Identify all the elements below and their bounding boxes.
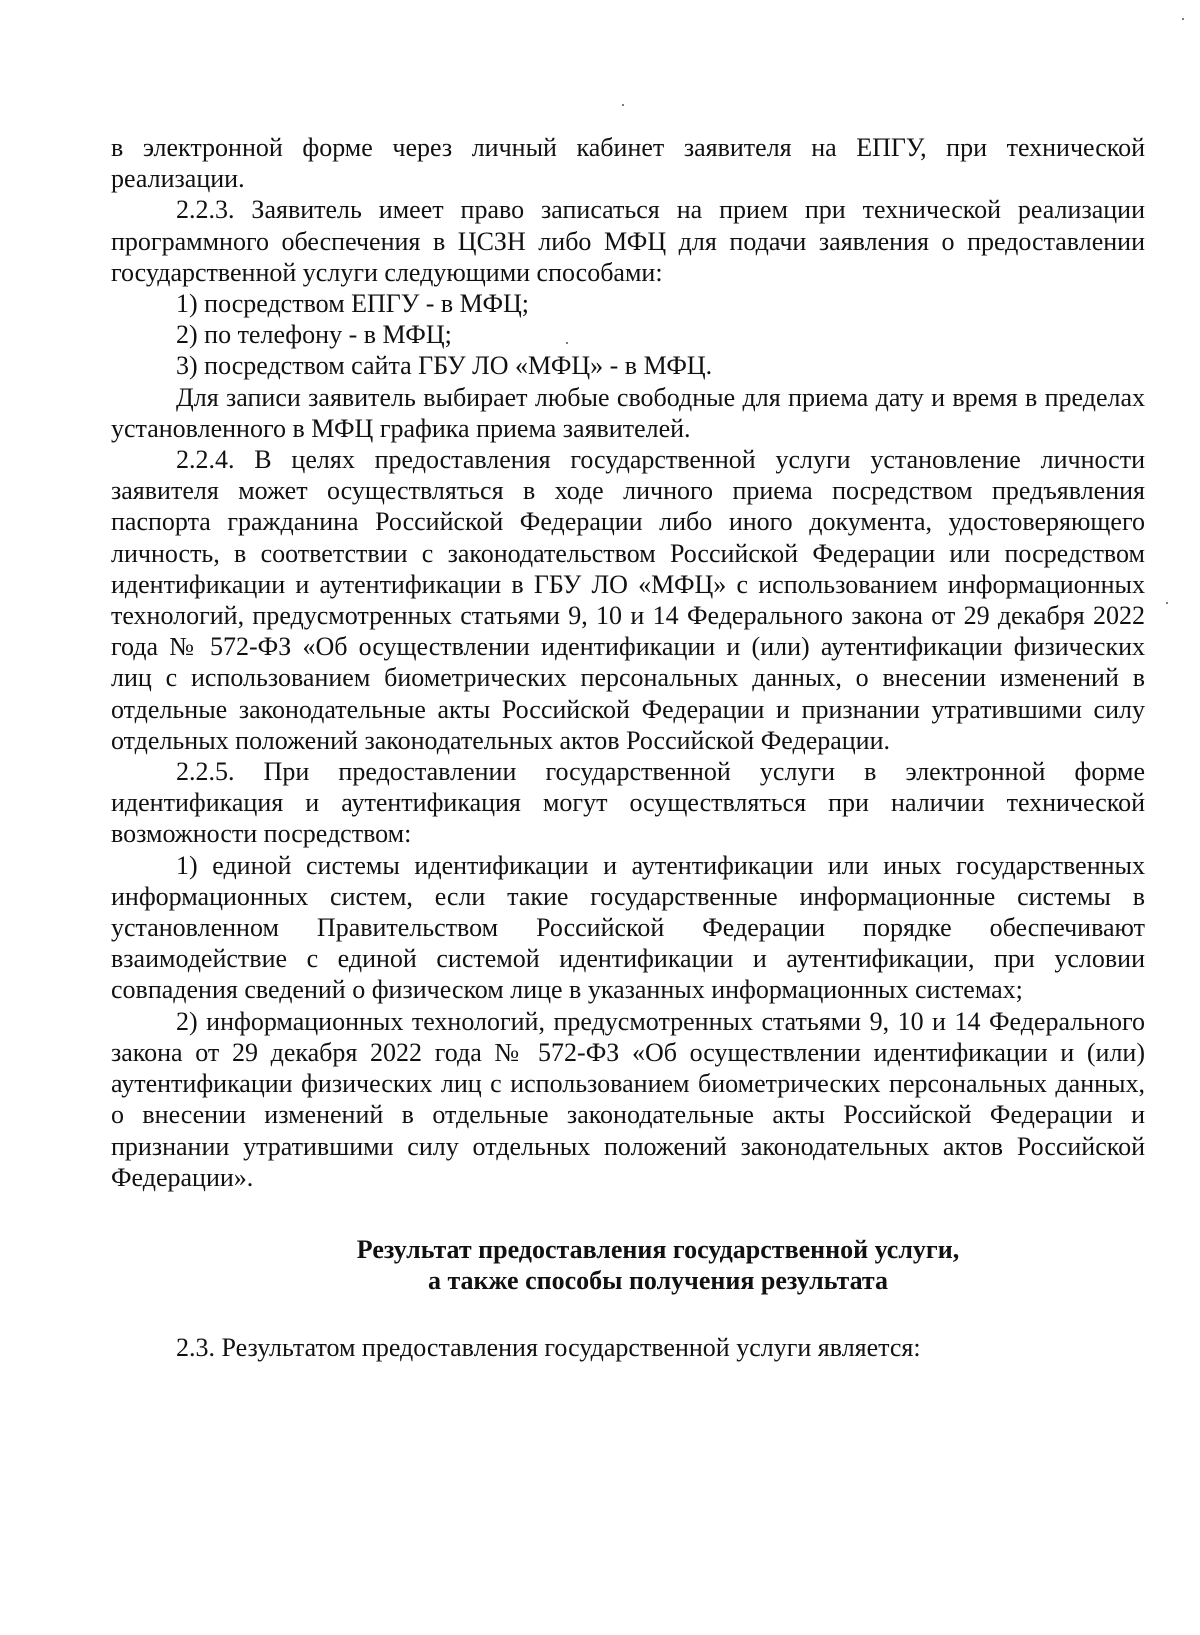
- paragraph-continuation: в электронной форме через личный кабинет заявителя на ЕПГУ, при технической реализации.: [111, 133, 1145, 194]
- section-heading-line-2: а также способы получения результата: [427, 1266, 889, 1296]
- paragraph-2-2-4: 2.2.4. В целях предоставления государственной услуги установление личности заявителя может осуществляться в ходе личного приема посредством предъявления паспорта гражданина Российской Федерации либо иного документа, удостоверяющего личность, в соответствии с законодательством Российской Федерации или посредством идентификации и аутентификации в ГБУ ЛО «МФЦ» с использованием информационных технологий, предусмотренных статьями 9, 10 и 14 Федерального закона от 29 декабря 2022 года № 572-ФЗ «Об осуществлении идентификации и (или) аутентификации физических лиц с использованием биометрических персональных данных, о внесении изменений в отдельные законодательные акты Российской Федерации и признании утратившими силу отдельных положений законодательных актов Российской Федерации.: [111, 445, 1145, 755]
- list-item-3: 3) посредством сайта ГБУ ЛО «МФЦ» - в МФЦ.: [176, 351, 713, 381]
- scan-speck: [622, 104, 624, 106]
- list-item-1: 1) посредством ЕПГУ - в МФЦ;: [176, 289, 529, 319]
- paragraph-2-3: 2.3. Результатом предоставления государственной услуги является:: [176, 1333, 921, 1363]
- document-body: [111, 132, 1145, 1364]
- paragraph-record-note: Для записи заявитель выбирает любые свободные для приема дату и время в пределах установленного в МФЦ графика приема заявителей.: [111, 382, 1145, 443]
- paragraph-2-2-3: 2.2.3. Заявитель имеет право записаться на прием при технической реализации программного обеспечения в ЦСЗН либо МФЦ для подачи заявления о предоставлении государственной услуги следующими способами:: [111, 195, 1145, 287]
- scan-speck: [1166, 602, 1168, 604]
- scan-speck: [566, 342, 568, 344]
- section-heading: [111, 1234, 1145, 1296]
- subitem-2: 2) информационных технологий, предусмотренных статьями 9, 10 и 14 Федерального закона от 29 декабря 2022 года № 572-ФЗ «Об осуществлении идентификации и (или) аутентификации физических лиц с использованием биометрических персональных данных, о внесении изменений в отдельные законодательные акты Российской Федерации и признании утратившими силу отдельных положений законодательных актов Российской Федерации».: [111, 1006, 1145, 1192]
- paragraph-2-2-5: 2.2.5. При предоставлении государственной услуги в электронной форме идентификация и аутентификация могут осуществляться при наличии технической возможности посредством:: [111, 757, 1145, 849]
- subitem-1: 1) единой системы идентификации и аутентификации или иных государственных информационных систем, если такие государственные информационные системы в установленном Правительством Российской Федерации порядке обеспечивают взаимодействие с единой системой идентификации и аутентификации, при условии совпадения сведений о физическом лице в указанных информационных системах;: [111, 850, 1145, 1005]
- list-item-2: 2) по телефону - в МФЦ;: [176, 320, 452, 350]
- scan-speck: [1182, 18, 1184, 20]
- section-heading-line-1: Результат предоставления государственной услуги,: [356, 1234, 960, 1264]
